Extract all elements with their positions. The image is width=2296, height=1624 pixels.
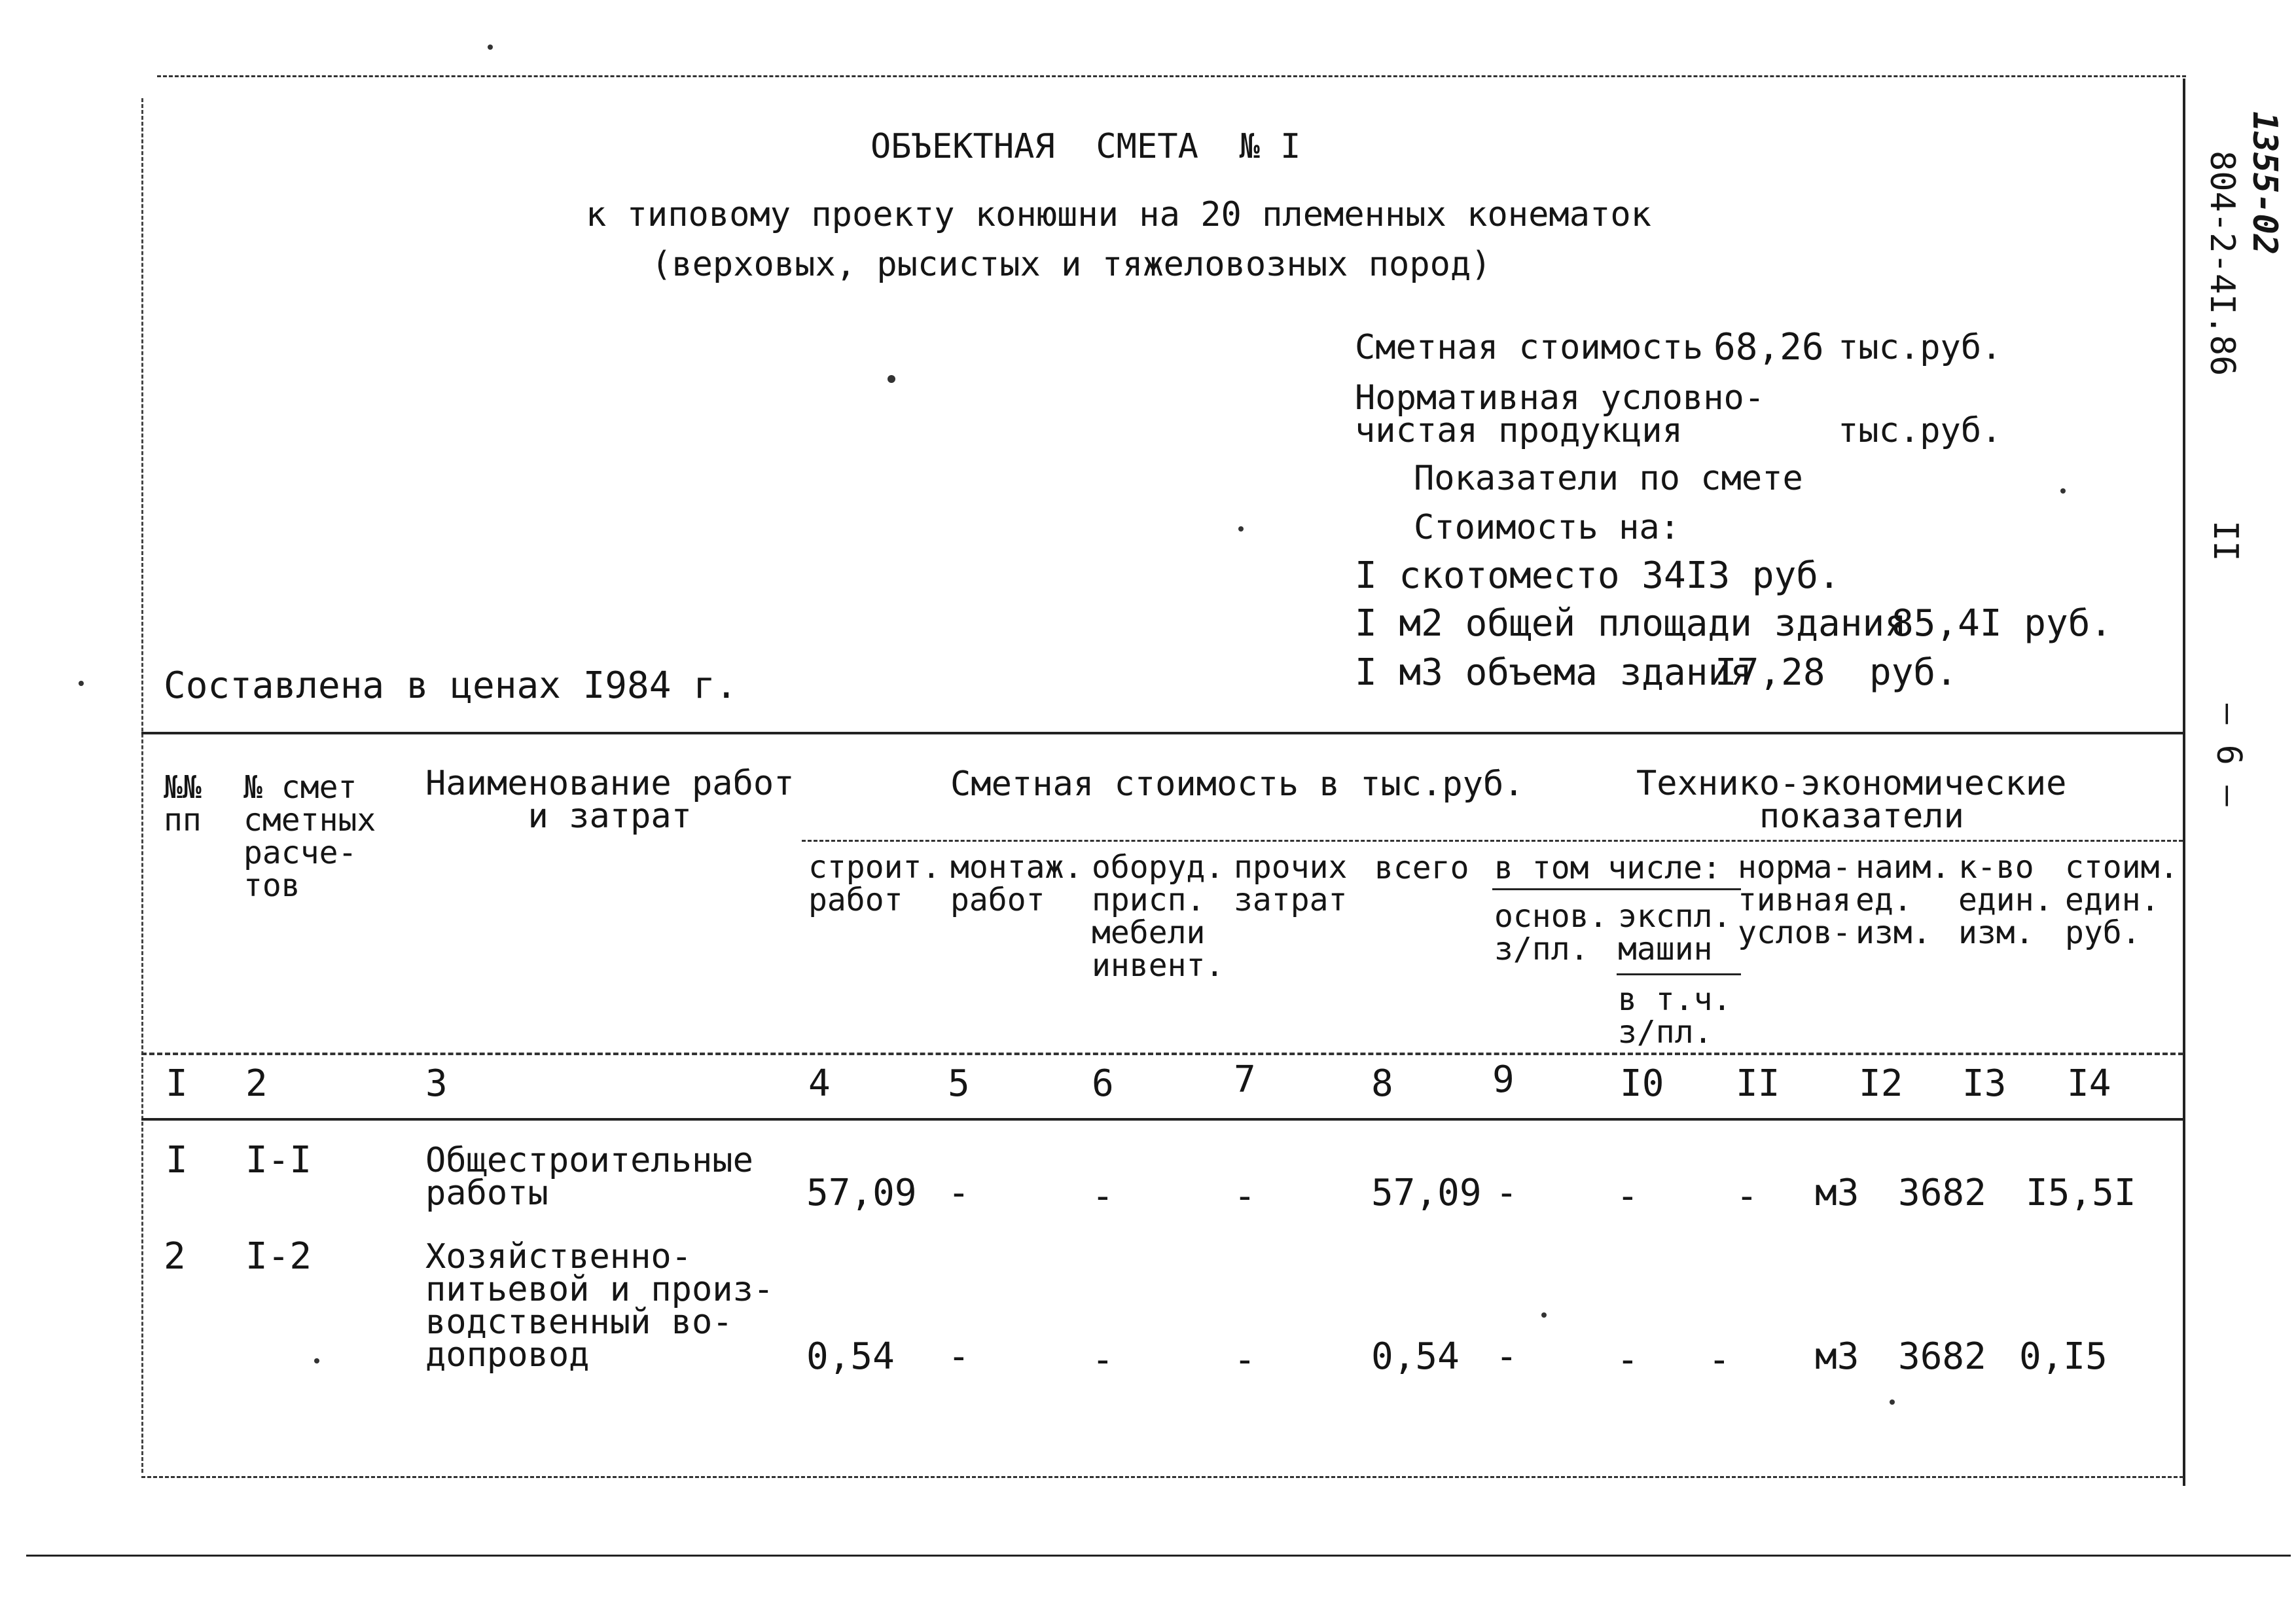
col-number: 6: [1092, 1062, 1114, 1105]
page-bottom-rule: [26, 1555, 2291, 1557]
compiled-prices-note: Составлена в ценах I984 г.: [164, 664, 738, 707]
mach-underline: [1617, 973, 1741, 975]
side-code: 804-2-4I.86: [2202, 151, 2242, 376]
header-row-number: №№ пп: [164, 769, 202, 839]
table-row-quantity: 3682: [1898, 1335, 1986, 1378]
cost-per-m3-label: I м3 объема здания: [1355, 651, 1752, 694]
table-row-total: 0,54: [1371, 1335, 1460, 1378]
cost-per-place: I скотоместо 34I3 руб.: [1355, 554, 1840, 597]
table-row-other: -: [1234, 1339, 1256, 1381]
speck: [888, 375, 895, 383]
col-number: 9: [1492, 1058, 1515, 1101]
table-row-number: 2: [164, 1235, 186, 1278]
header-unit-cost: стоим. един. руб.: [2065, 849, 2179, 951]
subheader-dashed-rule: [802, 840, 2183, 842]
table-row-name: Хозяйственно- питьевой и произ- водственный во- допровод: [425, 1237, 774, 1375]
speck: [488, 45, 493, 50]
side-code-handwritten: 1355-02: [2245, 111, 2284, 255]
header-unit-quantity: к-во един. изм.: [1958, 849, 2053, 951]
table-row-construction: 57,09: [806, 1172, 917, 1214]
col-number: 2: [245, 1062, 268, 1105]
col-number: I4: [2067, 1062, 2111, 1105]
top-dashed-border: [157, 75, 2186, 77]
table-row-unit: м3: [1815, 1335, 1859, 1378]
header-installation-works: монтаж. работ: [950, 849, 1083, 918]
header-work-name: Наименование работ и затрат: [425, 764, 795, 836]
side-roman: II: [2206, 520, 2245, 562]
right-frame-line: [2183, 79, 2185, 1486]
norm-label-line2: чистая продукция: [1355, 411, 1683, 450]
table-row-equipment: -: [1092, 1175, 1114, 1218]
colnum-bottom-rule: [141, 1118, 2183, 1121]
speck: [79, 681, 84, 686]
table-row-machine-salary: -: [1736, 1175, 1758, 1218]
col-number: 7: [1234, 1058, 1256, 1101]
including-underline: [1492, 888, 1741, 890]
table-bottom-dashed-rule: [141, 1476, 2183, 1478]
header-machine-operation: экспл. машин: [1618, 898, 1732, 967]
indicators-title: Показатели по смете: [1414, 459, 1803, 498]
cost-label: Сметная стоимость: [1355, 328, 1704, 367]
table-row-installation: -: [948, 1172, 970, 1214]
speck: [1238, 526, 1244, 532]
col-number: 3: [425, 1062, 448, 1105]
table-row-equipment: -: [1092, 1339, 1114, 1381]
cost-value: 68,26: [1713, 326, 1824, 369]
speck: [1890, 1399, 1895, 1405]
colnum-top-rule: [141, 1053, 2183, 1055]
table-row-salary: -: [1496, 1172, 1518, 1214]
table-row-total: 57,09: [1371, 1172, 1482, 1214]
cost-per-m3-value: I7,28 руб.: [1715, 651, 1958, 694]
cost-per-m2-value: 85,4I руб.: [1892, 602, 2113, 645]
cost-per-m2-label: I м2 общей площади здания: [1355, 602, 1907, 645]
table-row-name: Общестроительные работы: [425, 1141, 753, 1213]
left-dashed-border: [141, 98, 143, 1473]
speck: [314, 1358, 319, 1363]
table-row-number: I: [166, 1139, 188, 1182]
col-number: I3: [1962, 1062, 2007, 1105]
table-row-salary: -: [1496, 1335, 1518, 1378]
table-row-unit-cost: I5,5I: [2026, 1172, 2136, 1214]
col-number: I2: [1859, 1062, 1903, 1105]
col-number: 5: [948, 1062, 970, 1105]
header-normative-product: норма- тивная услов-: [1738, 849, 1852, 951]
table-row-machine-salary: -: [1708, 1339, 1731, 1381]
document-subtitle-line1: к типовому проекту конюшни на 20 племенных конематок: [586, 195, 1651, 234]
cost-unit: тыс.руб.: [1838, 328, 2002, 367]
table-row-unit-cost: 0,I5: [2019, 1335, 2108, 1378]
header-other-costs: прочих затрат: [1234, 849, 1348, 918]
col-number: I: [166, 1062, 188, 1105]
header-cost-group: Сметная стоимость в тыс.руб.: [950, 765, 1524, 804]
table-top-rule: [141, 732, 2183, 734]
speck: [1541, 1312, 1547, 1318]
table-row-machines: -: [1617, 1339, 1639, 1381]
col-number: 4: [808, 1062, 831, 1105]
table-row-unit: м3: [1815, 1172, 1859, 1214]
table-row-code: I-I: [245, 1139, 312, 1182]
header-including: в том числе:: [1494, 850, 1721, 886]
table-row-construction: 0,54: [806, 1335, 895, 1378]
table-row-machines: -: [1617, 1175, 1639, 1218]
table-row-quantity: 3682: [1898, 1172, 1986, 1214]
table-row-other: -: [1234, 1175, 1256, 1218]
document-title: ОБЪЕКТНАЯ СМЕТА № I: [870, 127, 1301, 166]
header-incl-salary: в т.ч. з/пл.: [1618, 981, 1732, 1051]
header-unit-name: наим. ед. изм.: [1856, 849, 1950, 951]
side-page-number: — 6 —: [2209, 704, 2248, 806]
header-base-salary: основ. з/пл.: [1494, 898, 1608, 967]
header-tech-group: Технико-экономические показатели: [1636, 764, 2067, 836]
norm-unit: тыс.руб.: [1838, 411, 2002, 450]
header-total: всего: [1374, 850, 1469, 886]
col-number: II: [1736, 1062, 1780, 1105]
col-number: 8: [1371, 1062, 1393, 1105]
col-number: I0: [1620, 1062, 1664, 1105]
header-construction-works: строит. работ: [808, 849, 941, 918]
header-equipment: оборуд. присп. мебели инвент.: [1092, 849, 1225, 984]
norm-label-line1: Нормативная условно-: [1355, 378, 1765, 418]
document-subtitle-line2: (верховых, рысистых и тяжеловозных пород): [651, 245, 1492, 284]
speck: [2060, 488, 2066, 494]
table-row-installation: -: [948, 1335, 970, 1378]
cost-per-title: Стоимость на:: [1414, 508, 1680, 547]
table-row-code: I-2: [245, 1235, 312, 1278]
header-estimate-number: № смет сметных расче- тов: [243, 769, 376, 904]
